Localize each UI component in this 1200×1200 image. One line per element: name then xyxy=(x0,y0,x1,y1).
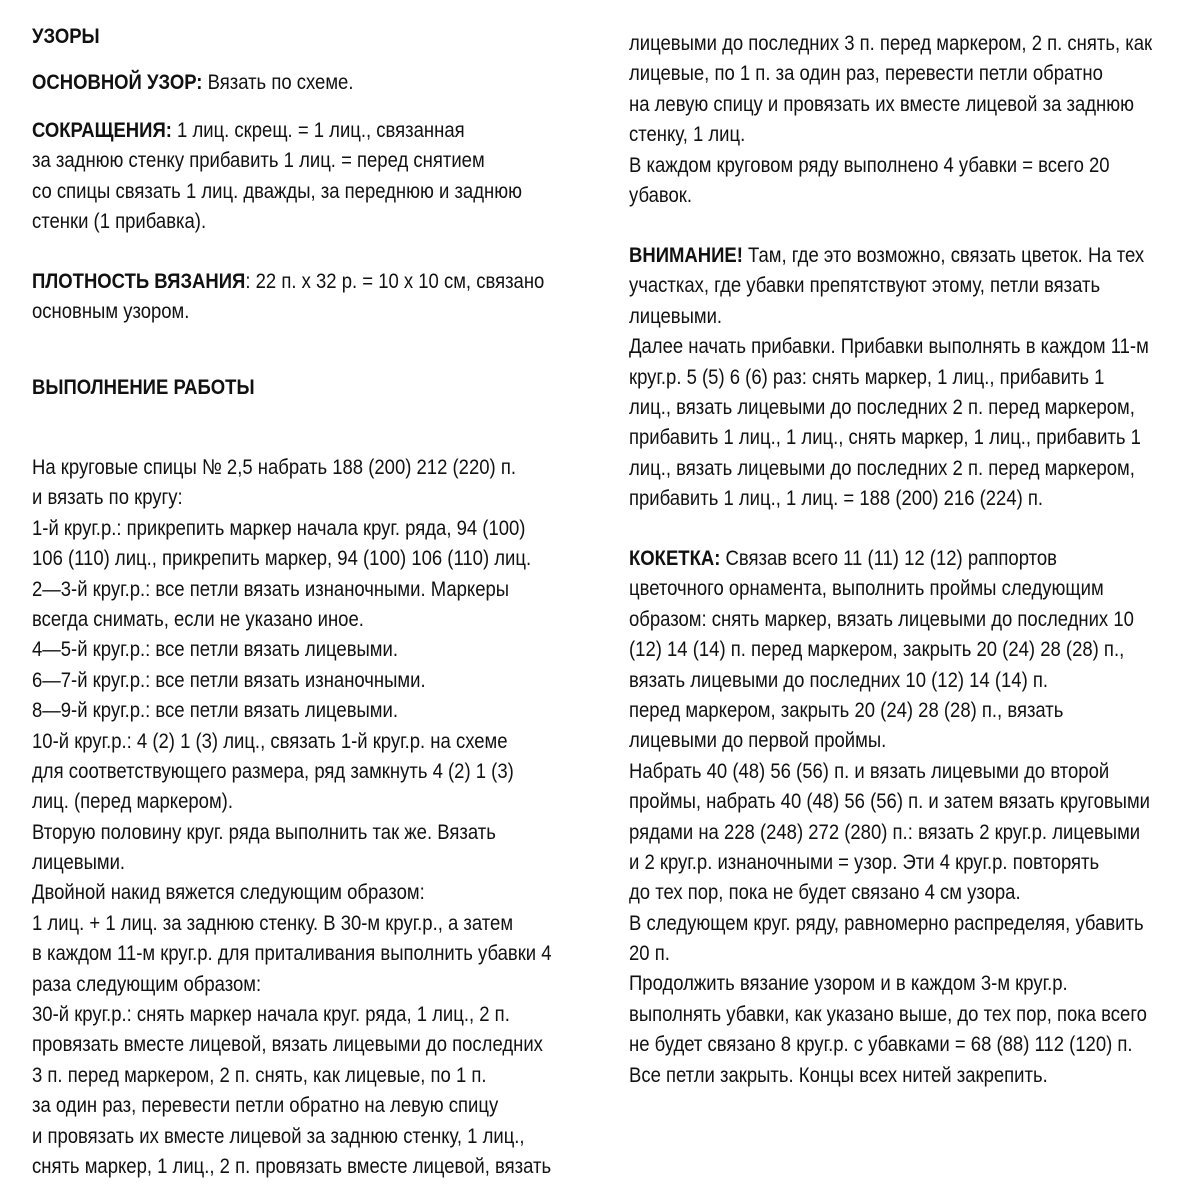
instruction-line: 3 п. перед маркером, 2 п. снять, как лицевые, по 1 п. xyxy=(32,1062,487,1087)
instruction-line: (12) 14 (14) п. перед маркером, закрыть 20 (24) 28 (28) п., xyxy=(629,637,1125,662)
instruction-line: лицевыми до первой проймы. xyxy=(629,728,887,753)
instruction-line: 2—3-й круг.р.: все петли вязать изнаночными. Маркеры xyxy=(32,576,510,601)
yoke-block xyxy=(629,543,1150,1090)
abbreviations-line: со спицы связать 1 лиц. дважды, за переднюю и заднюю xyxy=(32,178,522,203)
gauge-line xyxy=(32,266,544,296)
instruction-line: 106 (110) лиц., прикрепить маркер, 94 (100) 106 (110) лиц. xyxy=(32,546,532,571)
instruction-line: участках, где убавки препятствуют этому, петли вязать xyxy=(629,273,1101,298)
instruction-line: Вторую половину круг. ряда выполнить так же. Вязать xyxy=(32,819,496,844)
attention-block xyxy=(629,240,1149,514)
abbreviations-text: 1 лиц. скрещ. = 1 лиц., связанная xyxy=(171,118,465,142)
instruction-line: В следующем круг. ряду, равномерно распределяя, убавить xyxy=(629,910,1144,935)
abbreviations-block xyxy=(32,115,522,237)
attention-text: Там, где это возможно, связать цветок. На тех xyxy=(742,243,1145,267)
instruction-line: для соответствующего размера, ряд замкнуть 4 (2) 1 (3) xyxy=(32,758,514,783)
yoke-text: Связав всего 11 (11) 12 (12) раппортов xyxy=(720,546,1057,570)
instruction-line: выполнять убавки, как указано выше, до тех пор, пока всего xyxy=(629,1001,1147,1026)
work-instructions xyxy=(32,452,552,1181)
instruction-line: лицевыми. xyxy=(32,850,126,875)
instruction-line: лицевыми. xyxy=(629,303,723,328)
instruction-line: стенку, 1 лиц. xyxy=(629,122,746,147)
instruction-line: снять маркер, 1 лиц., 2 п. провязать вместе лицевой, вязать xyxy=(32,1153,552,1178)
instruction-line: Набрать 40 (48) 56 (56) п. и вязать лицевыми до второй xyxy=(629,758,1110,783)
main-pattern-label: ОСНОВНОЙ УЗОР: xyxy=(32,70,203,94)
instruction-line: и 2 круг.р. изнаночными = узор. Эти 4 круг.р. повторять xyxy=(629,849,1100,874)
instruction-line: прибавить 1 лиц., 1 лиц., снять маркер, 1 лиц., прибавить 1 xyxy=(629,425,1141,450)
instruction-line: Двойной накид вяжется следующим образом: xyxy=(32,880,425,905)
instruction-line: и вязать по кругу: xyxy=(32,485,183,510)
instruction-line: Все петли закрыть. Концы всех нитей закрепить. xyxy=(629,1062,1048,1087)
instruction-line: перед маркером, закрыть 20 (24) 28 (28) п., вязать xyxy=(629,697,1064,722)
instruction-line: убавок. xyxy=(629,182,693,207)
instruction-line: прибавить 1 лиц., 1 лиц. = 188 (200) 216 (224) п. xyxy=(629,486,1044,511)
abbreviations-line: за заднюю стенку прибавить 1 лиц. = перед снятием xyxy=(32,148,485,173)
instruction-line: На круговые спицы № 2,5 набрать 188 (200) 212 (220) п. xyxy=(32,455,516,479)
instruction-line: цветочного орнамента, выполнить проймы следующим xyxy=(629,576,1104,601)
instruction-line: провязать вместе лицевой, вязать лицевыми до последних xyxy=(32,1032,543,1057)
abbreviations-line xyxy=(32,115,522,145)
instruction-line: Далее начать прибавки. Прибавки выполнять в каждом 11-м xyxy=(629,334,1149,359)
instruction-line: лицевыми до последних 3 п. перед маркером, 2 п. снять, как xyxy=(629,31,1153,55)
attention-line xyxy=(629,240,1149,270)
instruction-line: до тех пор, пока не будет связано 4 см узора. xyxy=(629,880,1021,905)
instruction-line: проймы, набрать 40 (48) 56 (56) п. и затем вязать круговыми xyxy=(629,789,1151,814)
instruction-line: Продолжить вязание узором и в каждом 3-м круг.р. xyxy=(629,971,1068,996)
abbreviations-line: стенки (1 прибавка). xyxy=(32,209,207,234)
instruction-line: за один раз, перевести петли обратно на левую спицу xyxy=(32,1093,499,1118)
yoke-label: КОКЕТКА: xyxy=(629,546,721,570)
instruction-line: 10-й круг.р.: 4 (2) 1 (3) лиц., связать 1-й круг.р. на схеме xyxy=(32,728,508,753)
section-title-uzory: УЗОРЫ xyxy=(32,24,100,48)
instruction-line: круг.р. 5 (5) 6 (6) раз: снять маркер, 1 лиц., прибавить 1 xyxy=(629,364,1105,389)
instruction-line: и провязать их вместе лицевой за заднюю стенку, 1 лиц., xyxy=(32,1123,525,1148)
instruction-line: 1 лиц. + 1 лиц. за заднюю стенку. В 30-м круг.р., а затем xyxy=(32,910,514,935)
instruction-line: не будет связано 8 круг.р. с убавками = 68 (88) 112 (120) п. xyxy=(629,1032,1133,1057)
instruction-line: вязать лицевыми до последних 10 (12) 14 (14) п. xyxy=(629,667,1049,692)
instruction-line: 6—7-й круг.р.: все петли вязать изнаночными. xyxy=(32,667,426,692)
abbreviations-label: СОКРАЩЕНИЯ: xyxy=(32,118,172,142)
main-pattern-line xyxy=(32,67,353,97)
section-title-work: ВЫПОЛНЕНИЕ РАБОТЫ xyxy=(32,375,255,399)
instruction-line: лиц., вязать лицевыми до последних 2 п. перед маркером, xyxy=(629,455,1135,480)
instruction-line: 30-й круг.р.: снять маркер начала круг. ряда, 1 лиц., 2 п. xyxy=(32,1002,510,1027)
gauge-block xyxy=(32,266,544,327)
gauge-text: : 22 п. х 32 р. = 10 х 10 см, связано xyxy=(245,269,545,293)
gauge-line: основным узором. xyxy=(32,299,190,324)
instruction-line: лиц., вязать лицевыми до последних 2 п. перед маркером, xyxy=(629,394,1135,419)
decrease-continuation xyxy=(629,28,1152,210)
instruction-line: 4—5-й круг.р.: все петли вязать лицевыми. xyxy=(32,637,398,662)
gauge-label: ПЛОТНОСТЬ ВЯЗАНИЯ xyxy=(32,269,246,293)
instruction-line: рядами на 228 (248) 272 (280) п.: вязать 2 круг.р. лицевыми xyxy=(629,819,1141,844)
main-pattern-text: Вязать по схеме. xyxy=(202,70,354,94)
instruction-line: раза следующим образом: xyxy=(32,971,262,996)
instruction-line: в каждом 11-м круг.р. для приталивания выполнить убавки 4 xyxy=(32,941,552,966)
yoke-line xyxy=(629,543,1150,573)
instruction-line: 1-й круг.р.: прикрепить маркер начала круг. ряда, 94 (100) xyxy=(32,515,526,540)
instruction-line: 8—9-й круг.р.: все петли вязать лицевыми. xyxy=(32,698,398,723)
instruction-line: образом: снять маркер, вязать лицевыми до последних 10 xyxy=(629,606,1134,631)
instruction-line: лицевые, по 1 п. за один раз, перевести петли обратно xyxy=(629,61,1103,86)
attention-label: ВНИМАНИЕ! xyxy=(629,243,743,267)
instruction-line: на левую спицу и провязать их вместе лицевой за заднюю xyxy=(629,91,1134,116)
instruction-line: 20 п. xyxy=(629,941,670,966)
instruction-line: лиц. (перед маркером). xyxy=(32,789,233,814)
instruction-line: всегда снимать, если не указано иное. xyxy=(32,606,364,631)
instruction-line: В каждом круговом ряду выполнено 4 убавки = всего 20 xyxy=(629,152,1110,177)
